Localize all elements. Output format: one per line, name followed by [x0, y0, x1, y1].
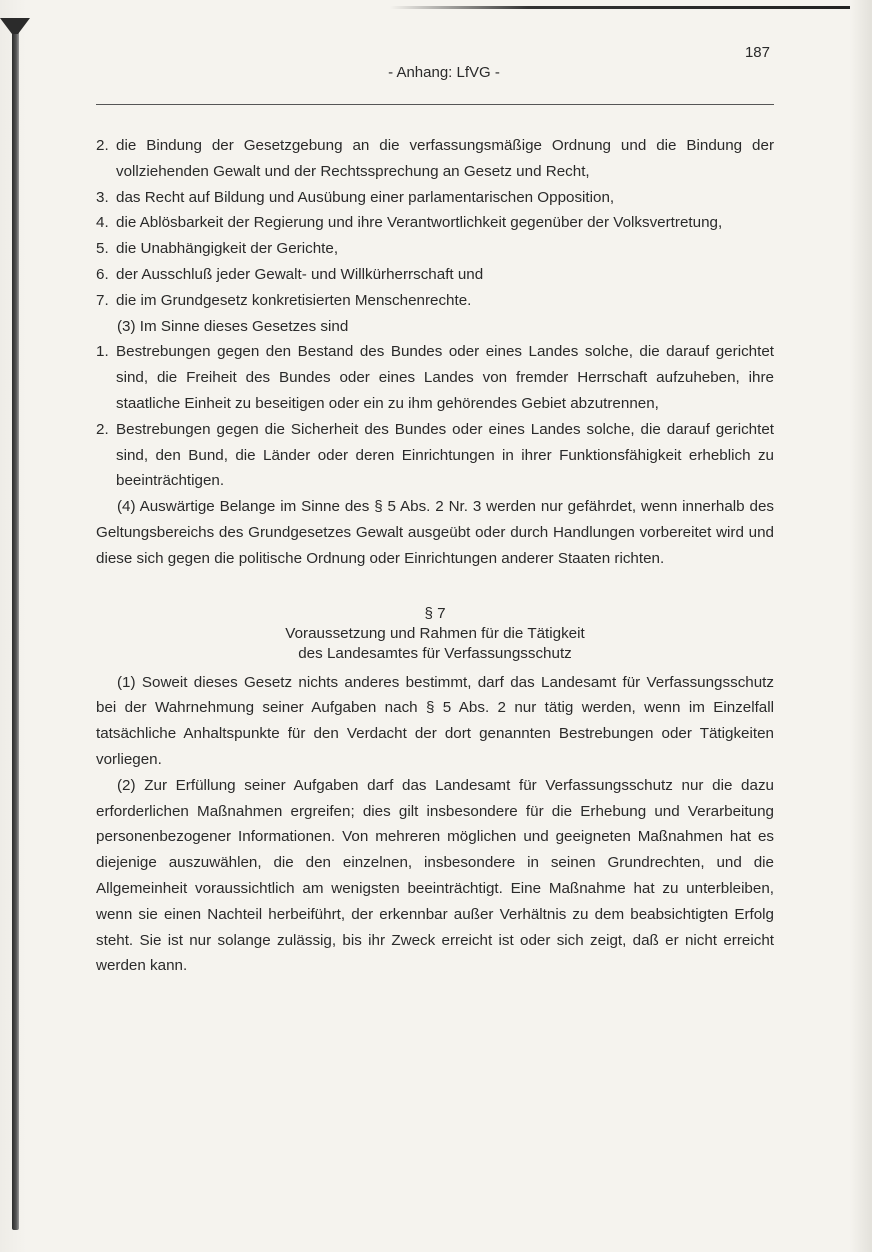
list-number: 3.: [96, 188, 109, 206]
page-number: 187: [744, 44, 770, 61]
list-text: der Ausschluß jeder Gewalt- und Willkürherrschaft und: [116, 265, 484, 283]
section-7-paragraph-1: (1) Soweit dieses Gesetz nichts anderes bestimmt, darf das Landesamt für Verfassungsschutz bei der Wahrnehmung seiner Aufgaben nach § 5 Abs. 2 nur tätig werden, wenn im Einzelfall tatsächliche Anhaltspunkte für den Verdacht der dort genannten Bestrebungen oder Tätigkeiten vorliegen.: [96, 673, 774, 768]
list-number: 7.: [96, 291, 109, 309]
list-item: [96, 236, 774, 262]
running-head-text: - Anhang: LfVG -: [388, 64, 500, 81]
running-head: [0, 64, 872, 81]
list-text: die Bindung der Gesetzgebung an die verfassungsmäßige Ordnung und die Bindung der vollziehenden Gewalt und der Rechtssprechung an Gesetz und Recht,: [116, 137, 774, 180]
list-number: 5.: [96, 240, 109, 258]
section-number: § 7: [424, 604, 446, 622]
list-text: die Unabhängigkeit der Gerichte,: [116, 240, 339, 258]
list-text: das Recht auf Bildung und Ausübung einer parlamentarischen Opposition,: [116, 188, 615, 206]
header-rule: [96, 104, 774, 105]
body-text: [96, 133, 774, 979]
list-item: [96, 339, 774, 416]
list-text: Bestrebungen gegen den Bestand des Bundes oder eines Landes solche, die darauf gerichtet sind, die Freiheit des Bundes oder eines Landes von fremder Herrschaft aufzuheben, ihre staatliche Einheit zu beseitigen oder ein zu ihm gehörendes Gebiet abzutrennen,: [116, 343, 774, 412]
top-edge-rule: [390, 6, 850, 9]
list-item: [96, 210, 774, 236]
list-text: die im Grundgesetz konkretisierten Menschenrechte.: [116, 291, 472, 309]
list-number: 6.: [96, 265, 109, 283]
list-text: die Ablösbarkeit der Regierung und ihre Verantwortlichkeit gegenüber der Volksvertretung,: [116, 214, 723, 232]
right-edge-shadow: [850, 0, 872, 1252]
list-item: [96, 288, 774, 314]
paragraph-4: (4) Auswärtige Belange im Sinne des § 5 Abs. 2 Nr. 3 werden nur gefährdet, wenn innerhalb des Geltungsbereichs des Grundgesetzes Gewalt ausgeübt oder durch Handlungen vorbereitet wird und diese sich gegen die politische Ordnung oder Einrichtungen anderer Staaten richten.: [96, 498, 774, 567]
section-7-paragraph-2: (2) Zur Erfüllung seiner Aufgaben darf das Landesamt für Verfassungsschutz nur die dazu erforderlichen Maßnahmen ergreifen; dies gilt insbesondere für die Erhebung und Verarbeitung personenbezogener Informationen. Von mehreren möglichen und geeigneten Maßnahmen hat es diejenige auszuwählen, die den einzelnen, insbesondere in seinen Grundrechten, und die Allgemeinheit voraussichtlich am wenigsten beeinträchtigt. Eine Maßnahme hat zu unterbleiben, wenn sie einen Nachteil herbeiführt, der erkennbar außer Verhältnis zu dem beabsichtigten Erfolg steht. Sie ist nur solange zulässig, bis ihr Zweck erreicht ist oder sich zeigt, daß er nicht erreicht werden kann.: [96, 776, 774, 975]
binding-shadow: [12, 30, 19, 1230]
section-title-line-1: Voraussetzung und Rahmen für die Tätigkeit: [285, 624, 585, 642]
list-number: 4.: [96, 214, 109, 232]
list-number: 1.: [96, 343, 109, 361]
section-heading: [96, 604, 774, 664]
list-item: [96, 185, 774, 211]
section-title-line-2: des Landesamtes für Verfassungsschutz: [298, 644, 572, 662]
paragraph-3-intro: (3) Im Sinne dieses Gesetzes sind: [117, 317, 349, 335]
list-text: Bestrebungen gegen die Sicherheit des Bundes oder eines Landes solche, die darauf gerichtet sind, den Bund, die Länder oder deren Einrichtungen in ihrer Funktionsfähigkeit erheblich zu beeinträchtigen.: [116, 420, 774, 490]
list-number: 2.: [96, 420, 109, 438]
list-item: [96, 417, 774, 494]
list-item: [96, 133, 774, 185]
list-item: [96, 262, 774, 288]
list-number: 2.: [96, 137, 109, 154]
